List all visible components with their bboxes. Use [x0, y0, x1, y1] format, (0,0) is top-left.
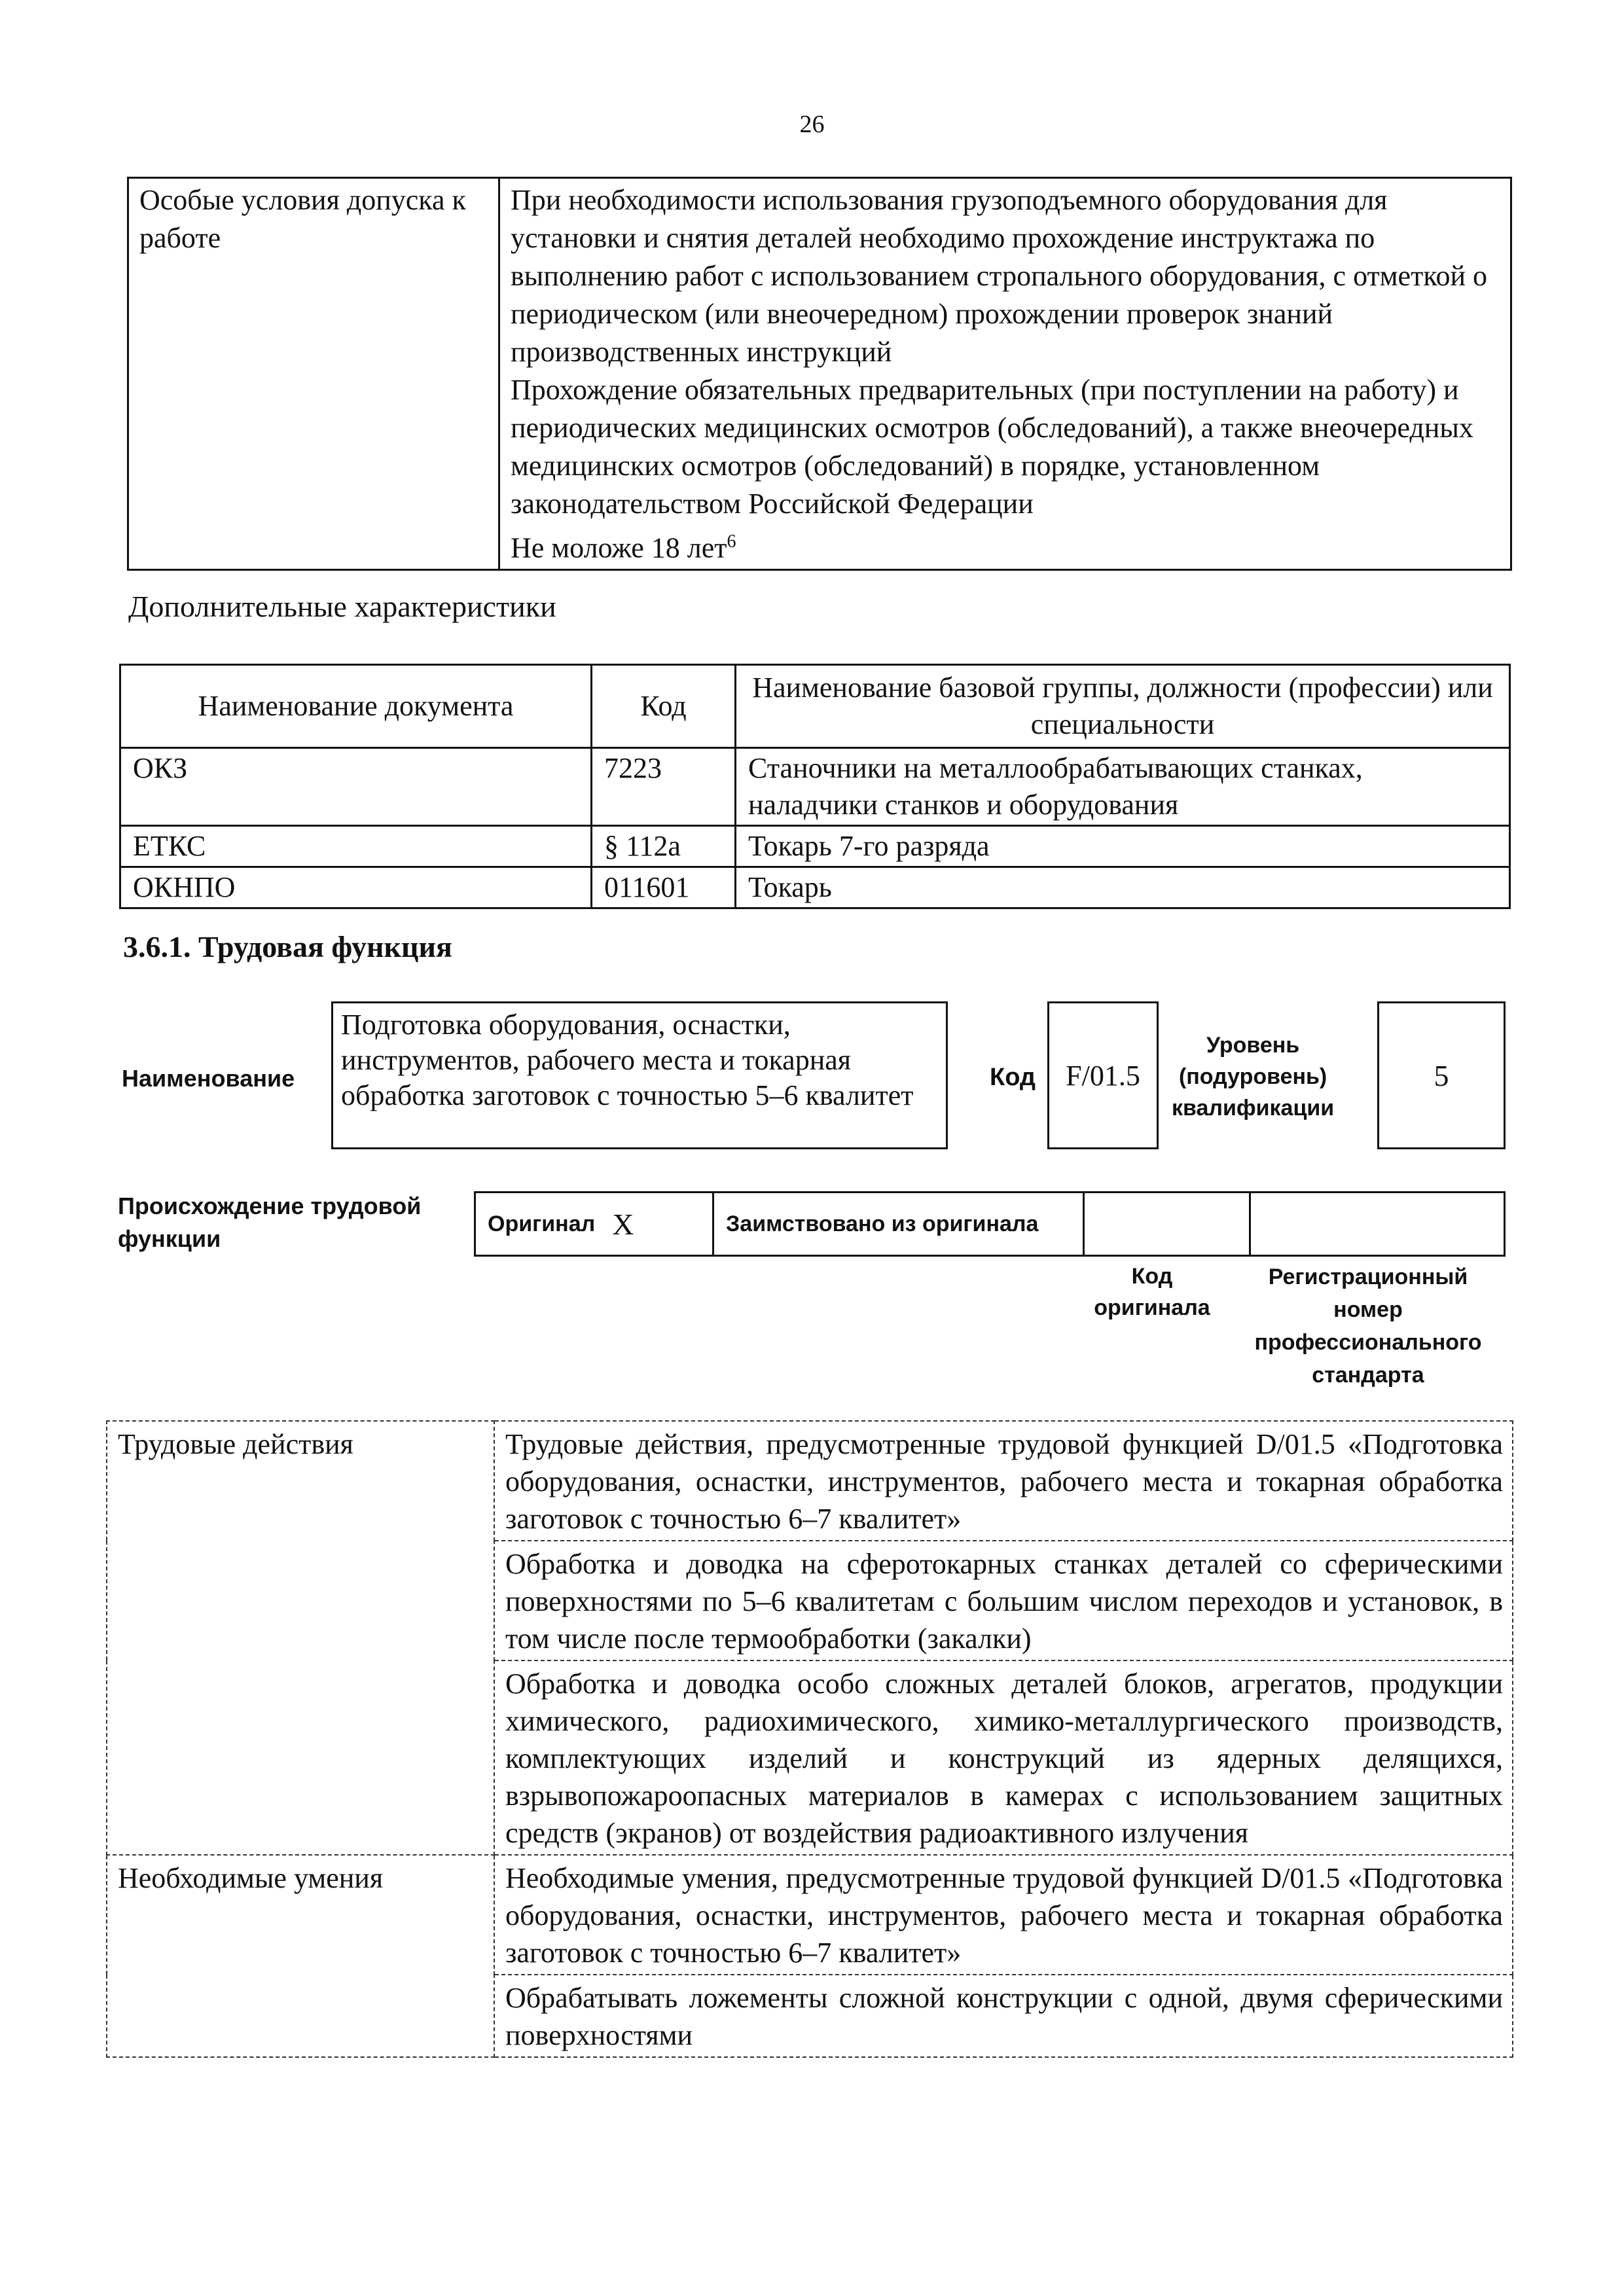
qualification-level-box: 5: [1377, 1001, 1506, 1149]
doc-name-cell: ОКНПО: [120, 867, 592, 908]
age-requirement: Не моложе 18 лет: [511, 531, 727, 564]
level-label-line: квалификации: [1172, 1096, 1335, 1121]
characteristics-table: [119, 664, 1511, 909]
level-label-line: (подуровень): [1178, 1064, 1327, 1089]
column-header: Наименование базовой группы, должности (профессии) или специальности: [736, 665, 1510, 748]
footnote-ref: 6: [727, 531, 736, 552]
origin-code-cell: [1085, 1193, 1251, 1255]
table-row: [120, 748, 1510, 826]
origin-checkmark: X: [612, 1207, 634, 1241]
qualification-level-label: [1172, 1030, 1334, 1124]
required-skill-item: Необходимые умения, предусмотренные трудовой функцией D/01.5 «Подготовка оборудования, оснастки, инструментов, рабочего места и токарная обработка заготовок с точностью 6–7 квалитет»: [494, 1855, 1513, 1975]
function-origin-label: [118, 1190, 421, 1255]
admission-conditions-table: [127, 177, 1512, 571]
conditions-paragraph: [511, 523, 1498, 567]
conditions-paragraph: Прохождение обязательных предварительных (при поступлении на работу) и периодических медицинских осмотров (обследований), а также внеочередных медицинских осмотров (обследований) в порядке, установленном законодательством Российской Федерации: [511, 374, 1473, 520]
origin-borrowed-label: Заимствовано из оригинала: [726, 1211, 1039, 1236]
column-header: Код: [592, 665, 736, 748]
function-name-box: Подготовка оборудования, оснастки, инструментов, рабочего места и токарная обработка заготовок с точностью 5–6 квалитет: [331, 1001, 948, 1149]
origin-row: [474, 1191, 1506, 1257]
conditions-paragraph: При необходимости использования грузоподъемного оборудования для установки и снятия деталей необходимо прохождение инструктажа по выполнению работ с использованием стропального оборудования, с отметкой о периодическом (или внеочередном) прохождении проверок знаний производственных инструкций: [511, 184, 1488, 368]
origin-label-line: функции: [118, 1225, 221, 1252]
table-row: [120, 826, 1510, 867]
additional-characteristics-title: Дополнительные характеристики: [128, 590, 556, 623]
page-number: 26: [799, 111, 825, 138]
caption-line: профессионального: [1254, 1330, 1482, 1355]
table-row: [120, 867, 1510, 908]
function-code-box: F/01.5: [1047, 1001, 1159, 1149]
function-code-label: Код: [990, 1064, 1036, 1091]
required-skill-item: Обрабатывать ложементы сложной конструкции с одной, двумя сферическими поверхностями: [494, 1975, 1513, 2057]
origin-borrowed-cell: [714, 1193, 1085, 1255]
original-code-caption: [1080, 1261, 1224, 1323]
caption-line: Код: [1131, 1264, 1173, 1289]
labor-actions-table: [106, 1420, 1513, 2058]
labor-action-item: Обработка и доводка особо сложных деталей блоков, агрегатов, продукции химического, радиохимического, химико-металлургического производств, комплектующих изделий и конструкций из ядерных делящихся, взрывопожароопасных материалов в камерах с использованием защитных средств (экранов) от воздействия радиоактивного излучения: [494, 1660, 1513, 1855]
level-label-line: Уровень: [1206, 1033, 1300, 1058]
labor-action-item: Трудовые действия, предусмотренные трудовой функцией D/01.5 «Подготовка оборудования, оснастки, инструментов, рабочего места и токарная обработка заготовок с точностью 6–7 квалитет»: [494, 1421, 1513, 1541]
group-name-cell: Токарь 7-го разряда: [736, 826, 1510, 867]
caption-line: оригинала: [1094, 1295, 1210, 1320]
caption-line: номер: [1333, 1297, 1403, 1322]
origin-original-label: Оригинал: [488, 1211, 596, 1236]
table-row: [107, 1421, 1513, 1541]
section-title: 3.6.1. Трудовая функция: [123, 930, 452, 963]
labor-action-item: Обработка и доводка на сферотокарных станках деталей со сферическими поверхностями по 5–6 квалитетам с большим числом переходов и установок, в том числе после термообработки (закалки): [494, 1541, 1513, 1660]
code-cell: § 112а: [592, 826, 736, 867]
registration-number-caption: [1244, 1261, 1492, 1391]
table-header-row: [120, 665, 1510, 748]
labor-actions-label: Трудовые действия: [107, 1421, 494, 1855]
origin-reg-number-cell: [1251, 1193, 1504, 1255]
doc-name-cell: ОКЗ: [120, 748, 592, 826]
code-cell: 011601: [592, 867, 736, 908]
origin-original-cell: [476, 1193, 714, 1255]
code-cell: 7223: [592, 748, 736, 826]
table-row: [128, 178, 1511, 570]
conditions-label: Особые условия допуска к работе: [128, 178, 499, 570]
group-name-cell: Токарь: [736, 867, 1510, 908]
caption-line: Регистрационный: [1268, 1265, 1468, 1289]
group-name-cell: Станочники на металлообрабатывающих станках, наладчики станков и оборудования: [736, 748, 1510, 826]
origin-label-line: Происхождение трудовой: [118, 1193, 422, 1219]
table-row: [107, 1855, 1513, 1975]
required-skills-label: Необходимые умения: [107, 1855, 494, 2057]
function-name-label: Наименование: [122, 1065, 295, 1092]
caption-line: стандарта: [1312, 1363, 1424, 1388]
column-header: Наименование документа: [120, 665, 592, 748]
doc-name-cell: ЕТКС: [120, 826, 592, 867]
conditions-text: [499, 178, 1511, 570]
